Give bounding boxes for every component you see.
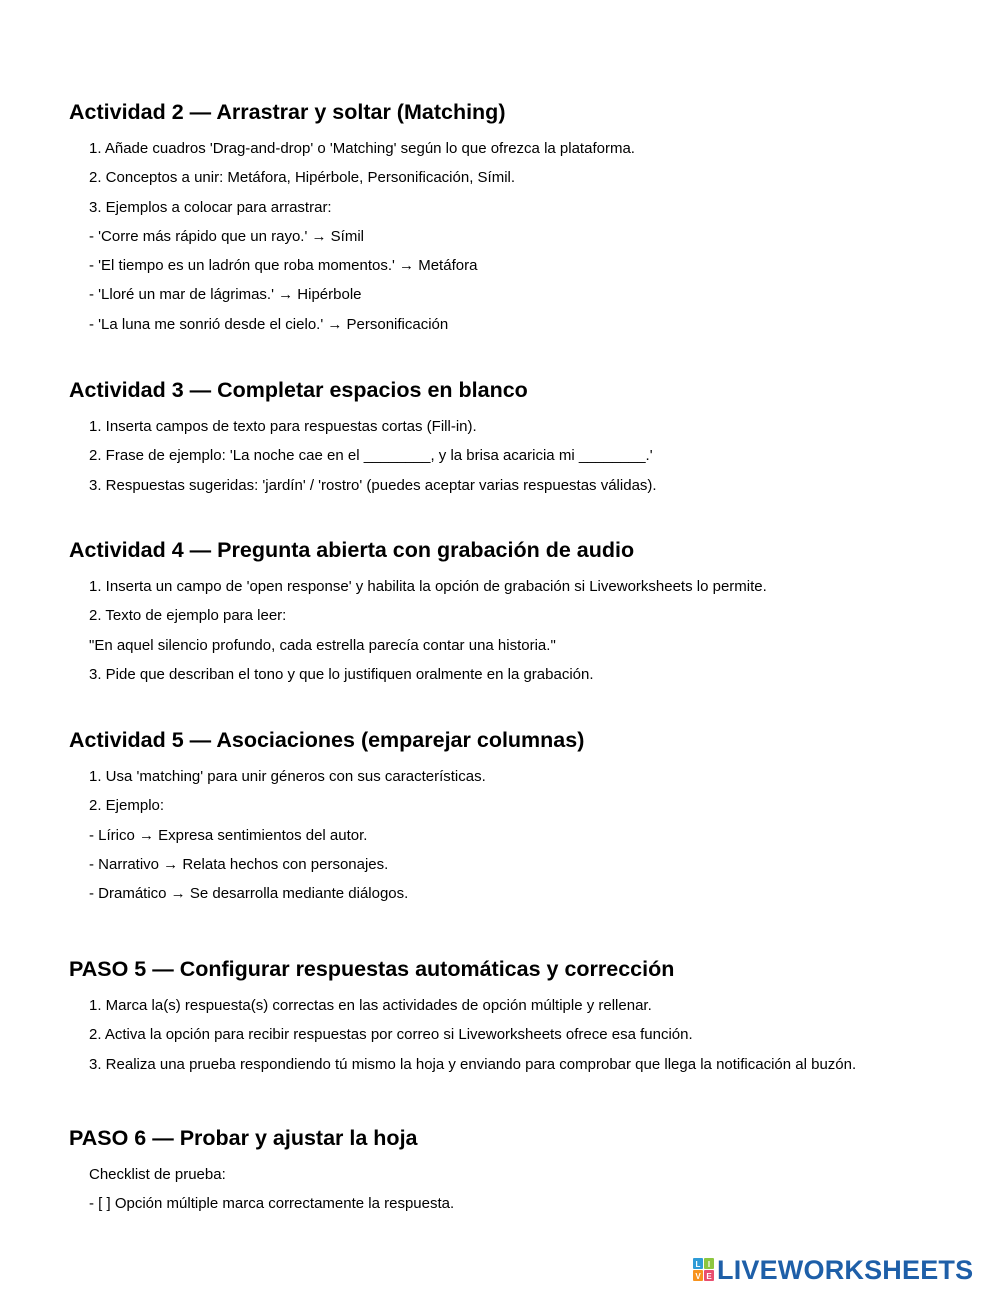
logo-letter-3: V [695, 1272, 701, 1281]
section-paso-6 [69, 1125, 969, 1219]
list-item: 1. Usa 'matching' para unir géneros con sus características. [89, 768, 486, 785]
logo-letter-4: E [706, 1272, 712, 1281]
list-item: - 'El tiempo es un ladrón que roba momentos.' → Metáfora [89, 257, 478, 275]
list-item: 3. Realiza una prueba respondiendo tú mismo la hoja y enviando para comprobar que llega la notificación al buzón. [89, 1055, 857, 1073]
section-actividad-2 [69, 99, 969, 339]
list-item: 3. Pide que describan el tono y que lo justifiquen oralmente en la grabación. [89, 665, 594, 683]
section-heading: PASO 5 — Configurar respuestas automáticas y corrección [69, 957, 675, 981]
list-item: - Dramático → Se desarrolla mediante diálogos. [89, 885, 409, 903]
list-item: 2. Conceptos a unir: Metáfora, Hipérbole, Personificación, Símil. [89, 169, 516, 187]
section-paso-5 [69, 956, 969, 1079]
section-heading: Actividad 2 — Arrastrar y soltar (Matching) [69, 100, 506, 124]
list-item: 3. Ejemplos a colocar para arrastrar: [89, 198, 332, 216]
list-item: 2. Activa la opción para recibir respuestas por correo si Liveworksheets ofrece esa función. [89, 1026, 693, 1044]
list-item: - Narrativo → Relata hechos con personajes. [89, 855, 389, 873]
list-item: - 'Lloré un mar de lágrimas.' → Hipérbole [89, 286, 362, 304]
list-item: 1. Inserta campos de texto para respuestas cortas (Fill-in). [89, 418, 477, 435]
list-item: Checklist de prueba: [89, 1166, 226, 1183]
list-item: - 'Corre más rápido que un rayo.' → Símil [89, 227, 364, 245]
list-item: 1. Añade cuadros 'Drag-and-drop' o 'Matching' según lo que ofrezca la plataforma. [89, 140, 635, 157]
liveworksheets-logo-icon [693, 1258, 715, 1282]
list-item: - [ ] Opción múltiple marca correctamente la respuesta. [89, 1195, 455, 1213]
section-actividad-4 [69, 537, 969, 689]
section-actividad-3 [69, 377, 969, 500]
list-item: - 'La luna me sonrió desde el cielo.' → Personificación [89, 315, 449, 333]
list-item: 2. Frase de ejemplo: 'La noche cae en el ________, y la brisa acaricia mi ________.' [89, 447, 653, 465]
list-item: 1. Inserta un campo de 'open response' y habilita la opción de grabación si Liveworksheets lo permite. [89, 578, 767, 595]
section-actividad-5 [69, 727, 969, 908]
section-heading: Actividad 3 — Completar espacios en blanco [69, 378, 528, 402]
list-item: 2. Ejemplo: [89, 797, 165, 815]
list-item: 3. Respuestas sugeridas: 'jardín' / 'rostro' (puedes aceptar varias respuestas válidas). [89, 476, 657, 494]
list-item: - Lírico → Expresa sentimientos del autor. [89, 826, 368, 844]
list-item: 1. Marca la(s) respuesta(s) correctas en las actividades de opción múltiple y rellenar. [89, 997, 652, 1014]
list-item: "En aquel silencio profundo, cada estrella parecía contar una historia." [89, 636, 556, 654]
logo-letter-2: I [707, 1260, 711, 1269]
section-heading: Actividad 5 — Asociaciones (emparejar columnas) [69, 728, 585, 752]
logo-wordmark: LIVEWORKSHEETS [717, 1255, 974, 1285]
list-item: 2. Texto de ejemplo para leer: [89, 607, 287, 625]
section-heading: Actividad 4 — Pregunta abierta con grabación de audio [69, 538, 635, 562]
section-heading: PASO 6 — Probar y ajustar la hoja [69, 1126, 418, 1150]
liveworksheets-logo [693, 1255, 973, 1285]
logo-letter-1: L [695, 1260, 701, 1269]
